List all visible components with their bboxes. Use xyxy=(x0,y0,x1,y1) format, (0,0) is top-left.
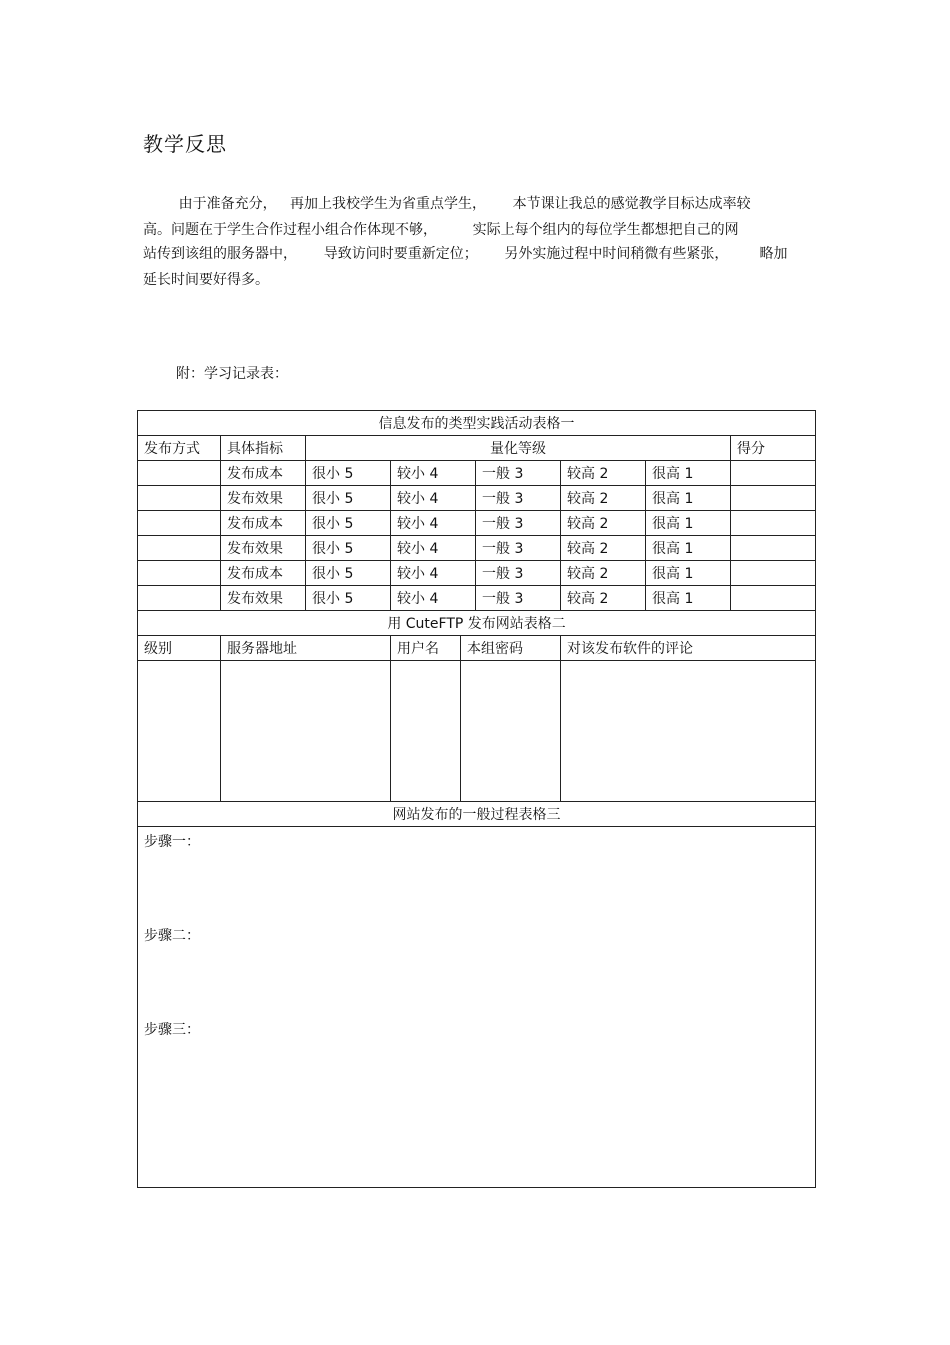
level-cell: 很小 5 xyxy=(306,586,391,611)
appendix-label: 附：学习记录表： xyxy=(176,366,288,382)
table-row xyxy=(138,536,816,561)
level-cell: 很小 5 xyxy=(306,461,391,486)
level-cell: 一般 3 xyxy=(476,536,561,561)
indicator-cell: 发布成本 xyxy=(221,461,306,486)
level-cell: 很高 1 xyxy=(646,486,731,511)
server-address-input-cell[interactable] xyxy=(221,661,391,802)
table-row xyxy=(138,561,816,586)
steps-cell[interactable] xyxy=(138,827,816,1188)
level-cell: 较小 4 xyxy=(391,586,476,611)
table-row xyxy=(138,511,816,536)
table2-title-row xyxy=(138,611,816,636)
level-cell: 较小 4 xyxy=(391,486,476,511)
level-cell: 较小 4 xyxy=(391,461,476,486)
table1-title-row xyxy=(138,411,816,436)
password-input-cell[interactable] xyxy=(461,661,561,802)
level-cell: 较高 2 xyxy=(561,586,646,611)
table2-header-row xyxy=(138,636,816,661)
method-cell[interactable] xyxy=(138,561,221,586)
table-row xyxy=(138,461,816,486)
paragraph-line-1: 由于准备充分， 再加上我校学生为省重点学生， 本节课让我总的感觉教学目标达成率较 xyxy=(143,196,751,212)
table-row xyxy=(138,586,816,611)
paragraph-line-3: 站传到该组的服务器中， 导致访问时要重新定位； 另外实施过程中时间稍微有些紧张， 略加 xyxy=(143,246,788,262)
header-username: 用户名 xyxy=(391,636,461,661)
level-cell: 较高 2 xyxy=(561,561,646,586)
table1-title: 信息发布的类型实践活动表格一 xyxy=(138,411,816,436)
username-input-cell[interactable] xyxy=(391,661,461,802)
score-cell[interactable] xyxy=(731,561,816,586)
method-cell[interactable] xyxy=(138,511,221,536)
score-cell[interactable] xyxy=(731,511,816,536)
step-two-label: 步骤二： xyxy=(144,928,200,944)
header-method: 发布方式 xyxy=(138,436,221,461)
table3-title-row xyxy=(138,802,816,827)
method-cell[interactable] xyxy=(138,486,221,511)
level-cell: 较高 2 xyxy=(561,536,646,561)
paragraph-line-2: 高。问题在于学生合作过程小组合作体现不够， 实际上每个组内的每位学生都想把自己的网 xyxy=(143,222,739,238)
paragraph-line-4: 延长时间要好得多。 xyxy=(143,272,269,288)
level-cell: 较高 2 xyxy=(561,461,646,486)
level-cell: 一般 3 xyxy=(476,461,561,486)
level-cell: 一般 3 xyxy=(476,586,561,611)
level-cell: 一般 3 xyxy=(476,486,561,511)
header-score: 得分 xyxy=(731,436,816,461)
score-cell[interactable] xyxy=(731,586,816,611)
comment-input-cell[interactable] xyxy=(561,661,816,802)
level-cell: 很小 5 xyxy=(306,561,391,586)
level-cell: 很高 1 xyxy=(646,561,731,586)
level-cell: 一般 3 xyxy=(476,561,561,586)
table3-title: 网站发布的一般过程表格三 xyxy=(138,802,816,827)
header-rank: 级别 xyxy=(138,636,221,661)
page-title: 教学反思 xyxy=(143,132,227,156)
level-cell: 很高 1 xyxy=(646,536,731,561)
level-cell: 一般 3 xyxy=(476,511,561,536)
method-cell[interactable] xyxy=(138,461,221,486)
level-cell: 较高 2 xyxy=(561,486,646,511)
level-cell: 很高 1 xyxy=(646,511,731,536)
step-three-label: 步骤三： xyxy=(144,1022,200,1038)
score-cell[interactable] xyxy=(731,536,816,561)
score-cell[interactable] xyxy=(731,486,816,511)
header-indicator: 具体指标 xyxy=(221,436,306,461)
table2-title: 用 CuteFTP 发布网站表格二 xyxy=(138,611,816,636)
score-cell[interactable] xyxy=(731,461,816,486)
indicator-cell: 发布效果 xyxy=(221,586,306,611)
level-cell: 较小 4 xyxy=(391,511,476,536)
level-cell: 很高 1 xyxy=(646,586,731,611)
level-cell: 很高 1 xyxy=(646,461,731,486)
header-server-address: 服务器地址 xyxy=(221,636,391,661)
indicator-cell: 发布效果 xyxy=(221,486,306,511)
level-cell: 很小 5 xyxy=(306,536,391,561)
indicator-cell: 发布成本 xyxy=(221,511,306,536)
header-password: 本组密码 xyxy=(461,636,561,661)
record-table xyxy=(137,410,816,1188)
indicator-cell: 发布效果 xyxy=(221,536,306,561)
method-cell[interactable] xyxy=(138,536,221,561)
rank-input-cell[interactable] xyxy=(138,661,221,802)
indicator-cell: 发布成本 xyxy=(221,561,306,586)
header-comment: 对该发布软件的评论 xyxy=(561,636,816,661)
table3-steps-row xyxy=(138,827,816,1188)
table-row xyxy=(138,486,816,511)
level-cell: 较小 4 xyxy=(391,561,476,586)
step-one-label: 步骤一： xyxy=(144,834,200,850)
level-cell: 较小 4 xyxy=(391,536,476,561)
level-cell: 很小 5 xyxy=(306,511,391,536)
level-cell: 较高 2 xyxy=(561,511,646,536)
level-cell: 很小 5 xyxy=(306,486,391,511)
table2-input-row xyxy=(138,661,816,802)
method-cell[interactable] xyxy=(138,586,221,611)
table1-header-row xyxy=(138,436,816,461)
header-level: 量化等级 xyxy=(306,436,731,461)
